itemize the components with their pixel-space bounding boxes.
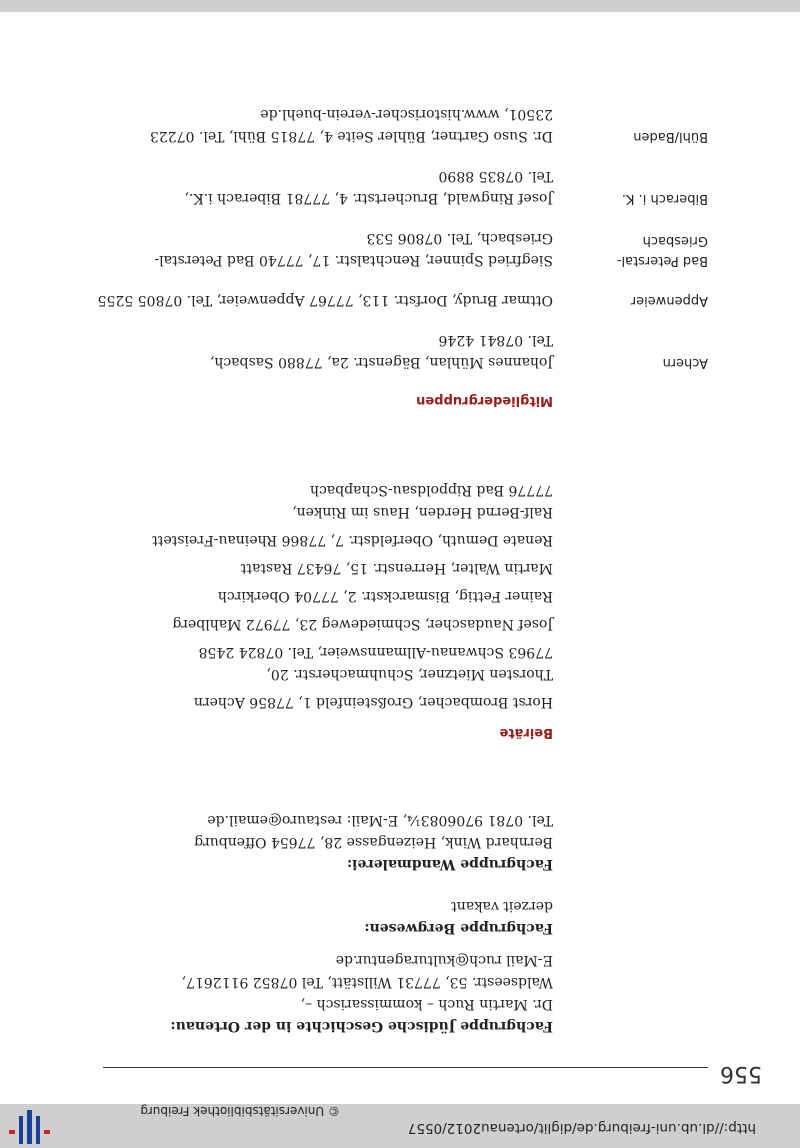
group-line: Ottmar Brudy, Dorfstr. 113, 77767 Appenweier, Tel. 07805 5255 [97,292,553,308]
group-line: Josef Ringwald, Bruchertstr. 4, 77781 Biberach i.K., [184,190,553,206]
group-link-line: 23501, www.historischer-verein-buehl.de [260,106,553,122]
beirat-line: 77776 Bad Rippoldsau-Schapbach [309,482,553,498]
beirat-line: Thorsten Mietzner, Schuhmacherstr. 20, [266,666,553,682]
beirat-line: 77963 Schwanau-Allmannsweier, Tel. 07824 2458 [198,644,553,660]
group-line: Johannes Mühlan, Bägenstr. 2a, 77880 Sasbach, [209,354,553,370]
copyright-notice: © Universitätsbibliothek Freiburg [140,1104,340,1118]
beirat-line: Ralf-Bernd Herden, Haus im Rinken, [292,504,553,520]
group-line: Tel. 07835 8890 [438,168,553,184]
document-url-link[interactable]: http://dl.ub.uni-freiburg.de/diglit/ortenau2012/0557 [407,1120,756,1136]
beirat-line: Horst Brombacher, Großsteinfeld 1, 77856 Achern [193,694,553,710]
fachgruppe-wandmalerei-line: Bernhard Wink, Heizengasse 28, 77654 Offenburg [194,834,553,850]
group-line: Dr. Suso Gartner, Bühler Seite 4, 77815 Bühl, Tel. 07223 [149,128,553,144]
beirat-line: Renate Demuth, Oberfeldstr. 7, 77866 Rheinau-Freistett [152,532,553,548]
fachgruppe-wandmalerei-line: Tel. 0781 9706083¼, E-Mail: restauro@email.de [207,812,553,828]
fachgruppe-bergwesen-title: Fachgruppe Bergwesen: [364,920,553,936]
beirat-line: Martin Walter, Herrenstr. 15, 76437 Rastatt [240,560,553,576]
fachgruppe-juedisch-line: Waldseestr. 53, 77731 Willstätt, Tel 07852 9112617, [181,974,553,990]
group-place-appenweier: Appenweier [630,293,708,308]
fachgruppe-wandmalerei-title: Fachgruppe Wandmalerei: [346,856,553,872]
group-place-biberach: Biberach i. K. [621,191,708,206]
page-number: 556 [720,1061,762,1086]
group-line: Tel. 07841 4246 [438,332,553,348]
mitgliedergruppen-heading: Mitgliedergruppen [416,393,553,408]
fachgruppe-bergwesen-line: derzeit vakant [451,898,553,914]
fachgruppe-juedisch-title: Fachgruppe Jüdische Geschichte in der Ortenau: [170,1018,553,1034]
group-place-bad-peterstal: Bad Peterstal- [616,253,708,268]
beiraete-heading: Beiräte [499,725,553,740]
group-place-achern: Achern [662,355,708,370]
group-place-buehl: Bühl/Baden [633,129,708,144]
group-line: Siegfried Spinner, Renchtalstr. 17, 77740 Bad Peterstal- [154,252,553,268]
group-line: Griesbach, Tel. 07806 533 [366,230,553,246]
beirat-line: Josef Naudascher, Schmiedeweg 23, 77972 Mahlberg [172,616,553,632]
group-place-griesbach: Griesbach [642,233,708,248]
fachgruppe-juedisch-email: E-Mail ruch@kulturagentur.de [335,952,553,968]
beirat-line: Rainer Fettig, Bismarckstr. 2, 77704 Oberkirch [217,588,553,604]
fachgruppe-juedisch-line: Dr. Martin Ruch – kommissarisch –, [300,996,553,1012]
header-rule [103,1067,708,1068]
